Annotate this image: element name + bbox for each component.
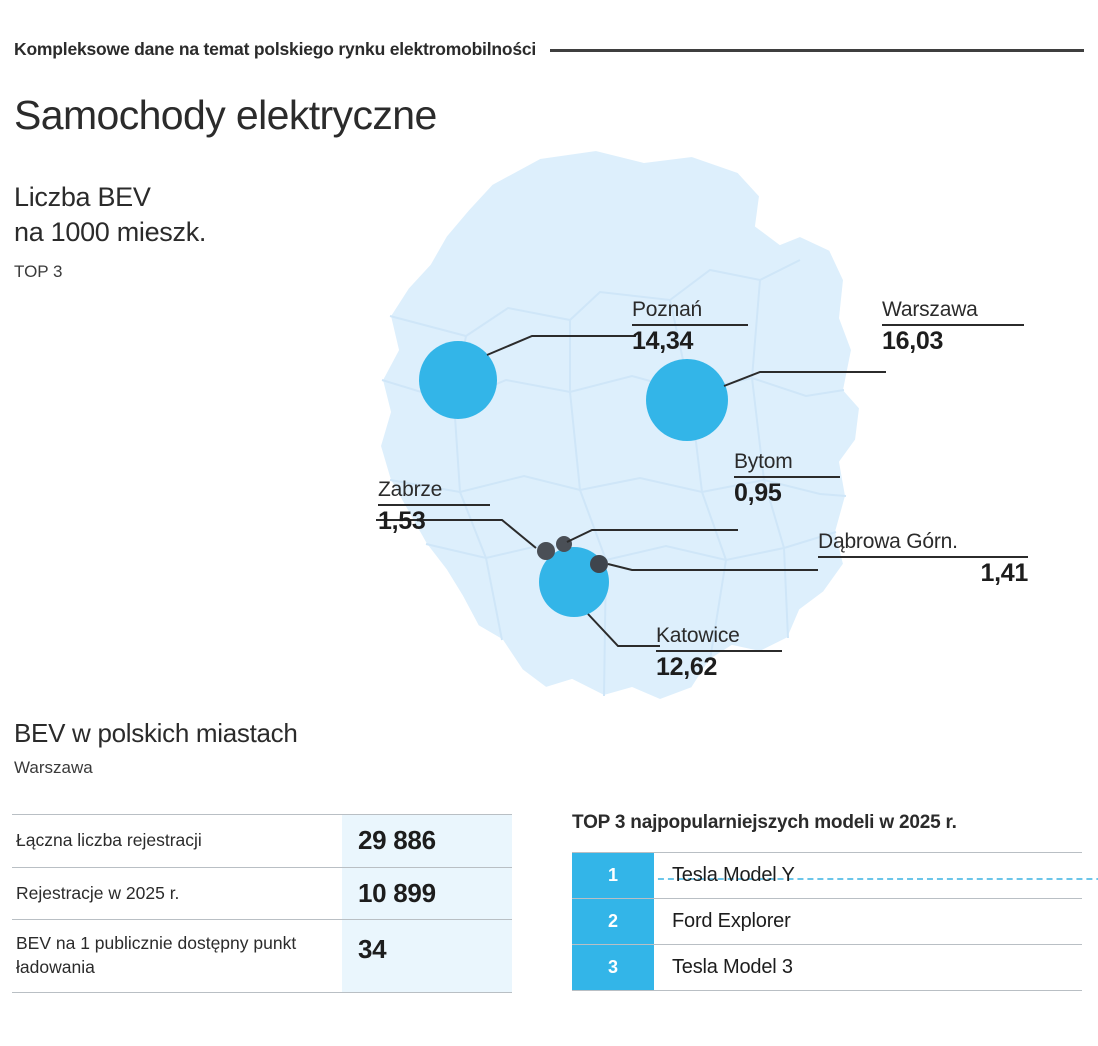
bubble-warszawa bbox=[646, 359, 728, 441]
callout-zabrze bbox=[378, 478, 490, 536]
stats-value: 10 899 bbox=[342, 867, 512, 920]
stats-table bbox=[12, 814, 512, 993]
callout-rule-bytom bbox=[734, 476, 840, 478]
bubble-zabrze bbox=[537, 542, 555, 560]
page-title: Samochody elektryczne bbox=[14, 92, 437, 138]
table-row bbox=[12, 815, 512, 868]
callout-katowice bbox=[656, 624, 782, 682]
model-rank: 1 bbox=[572, 853, 654, 899]
callout-city-poznan: Poznań bbox=[632, 298, 703, 321]
cities-section-subtitle: Warszawa bbox=[14, 758, 93, 777]
cities-section-title: BEV w polskich miastach bbox=[14, 718, 298, 748]
callout-city-katowice: Katowice bbox=[656, 624, 740, 647]
stats-value: 29 886 bbox=[342, 815, 512, 868]
callout-value-katowice: 12,62 bbox=[656, 653, 718, 681]
metric-title-line2: na 1000 mieszk. bbox=[14, 217, 207, 248]
callout-rule-zabrze bbox=[378, 504, 490, 506]
callout-city-dabrowa: Dąbrowa Górn. bbox=[818, 530, 958, 553]
callout-rule-poznan bbox=[632, 324, 748, 326]
table-row bbox=[12, 920, 512, 992]
stats-label: Rejestracje w 2025 r. bbox=[12, 867, 342, 920]
bubble-dabrowa-gornicza bbox=[590, 555, 608, 573]
callout-rule-dabrowa bbox=[818, 556, 1028, 558]
callout-value-dabrowa: 1,41 bbox=[980, 559, 1028, 587]
bubble-poznan bbox=[419, 341, 497, 419]
stats-label: BEV na 1 publicznie dostępny punkt ładowania bbox=[12, 920, 342, 992]
callout-city-bytom: Bytom bbox=[734, 450, 793, 473]
kicker-text: Kompleksowe dane na temat polskiego rynku elektromobilności bbox=[14, 38, 537, 59]
callout-poznan bbox=[632, 298, 748, 356]
table-row bbox=[572, 853, 1082, 899]
callout-value-zabrze: 1,53 bbox=[378, 507, 426, 535]
models-table bbox=[572, 852, 1082, 991]
stats-label: Łączna liczba rejestracji bbox=[12, 815, 342, 868]
models-table-title: TOP 3 najpopularniejszych modeli w 2025 r. bbox=[572, 812, 957, 833]
table-row bbox=[572, 945, 1082, 991]
model-name: Ford Explorer bbox=[654, 899, 1082, 945]
stats-value: 34 bbox=[342, 920, 512, 992]
metric-title-line1: Liczba BEV bbox=[14, 182, 151, 212]
model-name: Tesla Model 3 bbox=[654, 945, 1082, 991]
callout-city-warszawa: Warszawa bbox=[882, 298, 978, 321]
header-kicker-row bbox=[14, 36, 1084, 62]
table-row bbox=[12, 867, 512, 920]
callout-rule-katowice bbox=[656, 650, 782, 652]
map-chart bbox=[240, 140, 1028, 760]
header-rule bbox=[550, 49, 1084, 52]
callout-city-zabrze: Zabrze bbox=[378, 478, 443, 501]
callout-bytom bbox=[734, 450, 840, 508]
callout-value-poznan: 14,34 bbox=[632, 327, 694, 355]
bubble-bytom bbox=[556, 536, 572, 552]
model-rank: 2 bbox=[572, 899, 654, 945]
callout-warszawa bbox=[882, 298, 1024, 356]
callout-value-bytom: 0,95 bbox=[734, 479, 782, 507]
metric-title bbox=[14, 180, 206, 250]
table-row bbox=[572, 899, 1082, 945]
model-name: Tesla Model Y bbox=[654, 853, 1082, 899]
callout-rule-warszawa bbox=[882, 324, 1024, 326]
model-rank: 3 bbox=[572, 945, 654, 991]
metric-subtitle: TOP 3 bbox=[14, 262, 63, 281]
callout-value-warszawa: 16,03 bbox=[882, 327, 944, 355]
callout-dabrowa-gornicza bbox=[818, 530, 1028, 588]
